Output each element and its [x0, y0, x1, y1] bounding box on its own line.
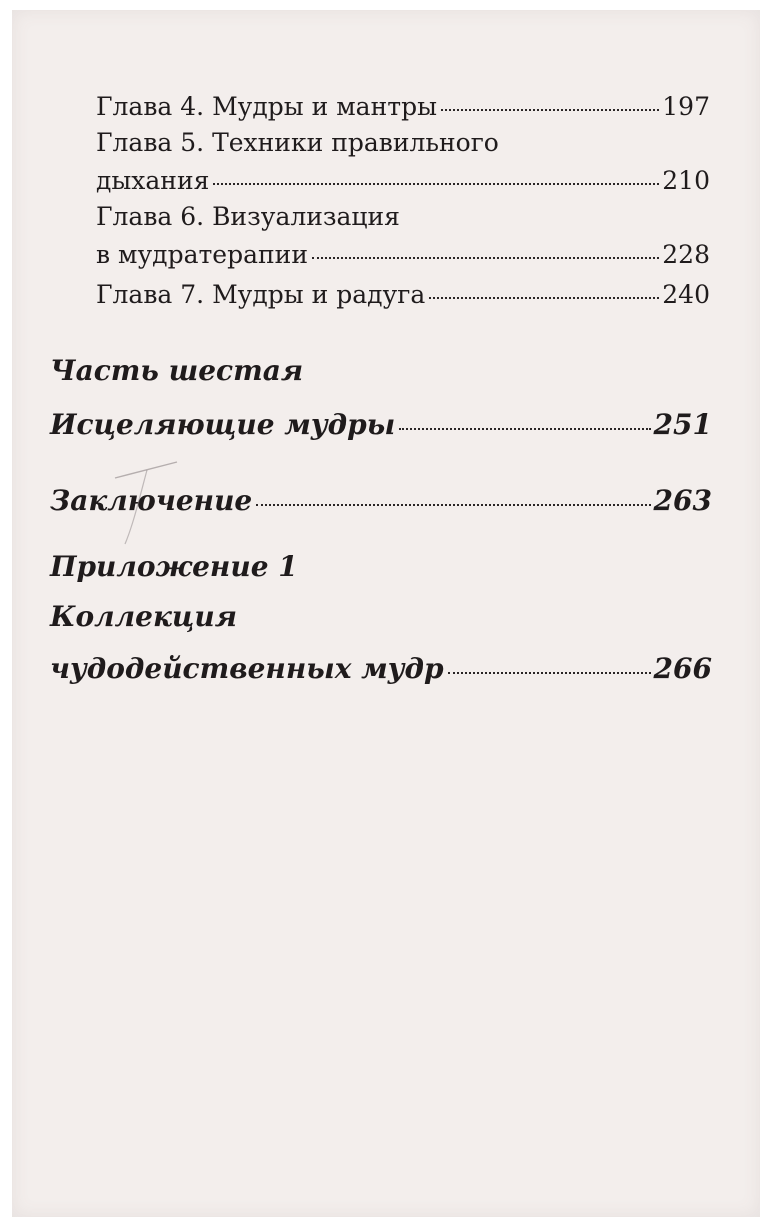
appendix-1-line1: Коллекция — [50, 600, 238, 633]
toc-entry-title: Исцеляющие мудры — [50, 408, 396, 441]
book-page — [12, 10, 760, 1217]
dot-leader — [441, 109, 659, 111]
pencil-mark — [107, 440, 197, 550]
appendix-1-heading: Приложение 1 — [50, 550, 298, 583]
toc-entry-chapter-7 — [96, 280, 710, 309]
toc-entry-title: Заключение — [50, 484, 253, 517]
toc-page-number: 228 — [662, 240, 710, 269]
dot-leader — [256, 504, 650, 506]
toc-entry-appendix-1 — [50, 652, 712, 685]
toc-page-number: 251 — [653, 408, 712, 441]
toc-entry-title: Глава 4. Мудры и мантры — [96, 92, 437, 121]
toc-entry-title: в мудратерапии — [96, 240, 308, 269]
toc-page-number: 197 — [662, 92, 710, 121]
dot-leader — [399, 428, 650, 430]
toc-entry-title: Глава 7. Мудры и радуга — [96, 280, 426, 309]
toc-page-number: 263 — [653, 484, 712, 517]
toc-entry-chapter-4 — [96, 92, 710, 121]
toc-page-number: 240 — [662, 280, 710, 309]
table-of-contents — [12, 10, 760, 1217]
dot-leader — [213, 183, 659, 185]
toc-entry-part-six — [50, 408, 712, 441]
dot-leader — [429, 297, 659, 299]
toc-entry-chapter-5-line1: Глава 5. Техники правильного — [96, 128, 499, 157]
toc-entry-chapter-6-line1: Глава 6. Визуализация — [96, 202, 400, 231]
toc-entry-title: чудодейственных мудр — [50, 652, 444, 685]
toc-entry-chapter-5 — [96, 166, 710, 195]
toc-entry-chapter-6 — [96, 240, 710, 269]
toc-page-number: 210 — [662, 166, 710, 195]
part-six-heading: Часть шестая — [50, 354, 304, 387]
dot-leader — [448, 672, 651, 674]
dot-leader — [312, 257, 659, 259]
toc-page-number: 266 — [653, 652, 712, 685]
toc-entry-title: дыхания — [96, 166, 210, 195]
